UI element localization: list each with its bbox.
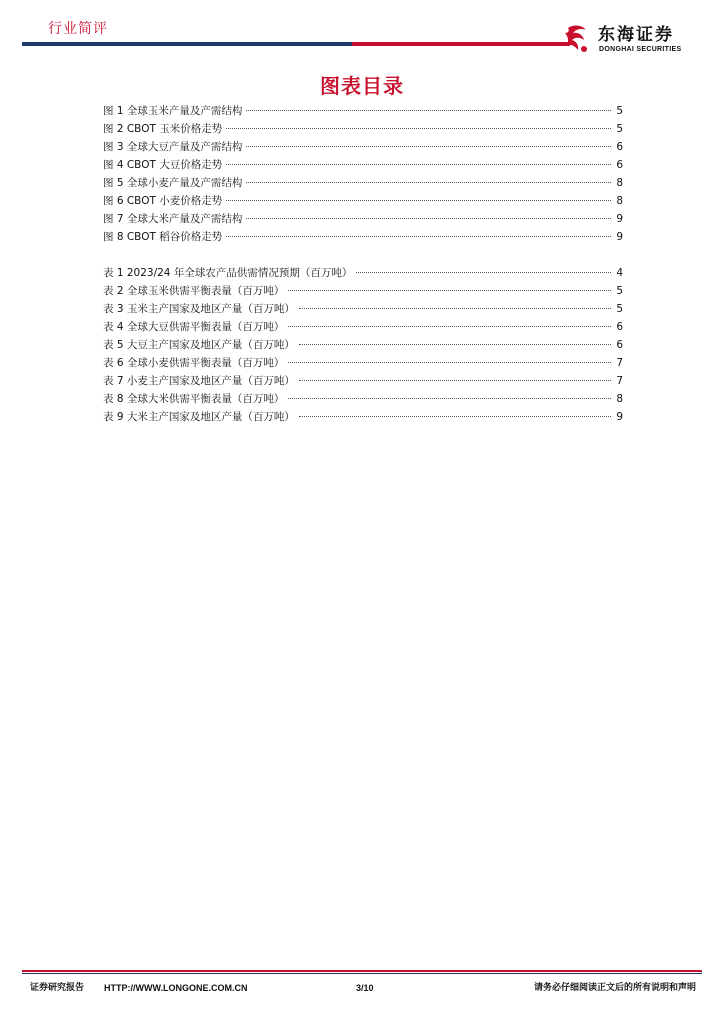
dragon-emblem-icon (560, 22, 594, 56)
toc-entry-figure-6[interactable] (103, 192, 623, 210)
dot-leader (299, 344, 611, 345)
dot-leader (288, 398, 611, 399)
toc-entry-page: 6 (616, 159, 623, 171)
toc-entry-table-5[interactable] (103, 336, 623, 354)
dot-leader (299, 416, 611, 417)
table-list (103, 264, 623, 426)
footer-disclaimer: 请务必仔细阅读正文后的所有说明和声明 (533, 983, 696, 993)
logo-english-name: DONGHAI SECURITIES (599, 46, 682, 53)
toc-entry-label: 图 7 全球大米产量及产需结构 (103, 213, 243, 225)
dot-leader (288, 362, 611, 363)
toc-entry-table-8[interactable] (103, 390, 623, 408)
header-rule-navy (22, 42, 352, 46)
header-rule-red (352, 42, 570, 46)
toc-title: 图表目录 (320, 74, 404, 98)
toc-entry-label: 图 8 CBOT 稻谷价格走势 (103, 231, 223, 243)
toc-entry-table-9[interactable] (103, 408, 623, 426)
toc-entry-label: 表 1 2023/24 年全球农产品供需情况预期（百万吨） (103, 267, 353, 279)
toc-entry-label: 表 4 全球大豆供需平衡表量（百万吨） (103, 321, 285, 333)
dot-leader (288, 326, 611, 327)
toc-entry-page: 7 (616, 375, 623, 387)
toc-entry-page: 6 (616, 141, 623, 153)
toc-entry-table-7[interactable] (103, 372, 623, 390)
toc-entry-page: 6 (616, 339, 623, 351)
toc-entry-page: 5 (616, 285, 623, 297)
logo-chinese-name: 东海证券 (598, 25, 674, 45)
footer-website-link[interactable]: HTTP://WWW.LONGONE.COM.CN (104, 983, 248, 993)
toc-entry-figure-7[interactable] (103, 210, 623, 228)
toc-entry-figure-5[interactable] (103, 174, 623, 192)
toc-entry-page: 8 (616, 393, 623, 405)
toc-entry-figure-8[interactable] (103, 228, 623, 246)
toc-entry-label: 图 6 CBOT 小麦价格走势 (103, 195, 223, 207)
footer-report-type: 证券研究报告 (30, 983, 85, 993)
toc-entry-figure-2[interactable] (103, 120, 623, 138)
dot-leader (356, 272, 611, 273)
dot-leader (226, 200, 611, 201)
toc-entry-table-1[interactable] (103, 264, 623, 282)
toc-entry-table-4[interactable] (103, 318, 623, 336)
toc-entry-page: 6 (616, 321, 623, 333)
dot-leader (246, 110, 611, 111)
toc-entry-label: 图 5 全球小麦产量及产需结构 (103, 177, 243, 189)
toc-entry-label: 图 1 全球玉米产量及产需结构 (103, 105, 243, 117)
footer-rule-red (22, 970, 702, 972)
toc-entry-page: 9 (616, 411, 623, 423)
toc-entry-label: 表 7 小麦主产国家及地区产量（百万吨） (103, 375, 295, 387)
toc-entry-label: 表 5 大豆主产国家及地区产量（百万吨） (103, 339, 295, 351)
toc-entry-page: 8 (616, 195, 623, 207)
dot-leader (299, 380, 611, 381)
toc-entry-table-6[interactable] (103, 354, 623, 372)
dot-leader (226, 164, 611, 165)
toc-entry-page: 4 (616, 267, 623, 279)
figure-list (103, 102, 623, 246)
dot-leader (226, 236, 611, 237)
toc-entry-label: 图 2 CBOT 玉米价格走势 (103, 123, 223, 135)
toc-entry-label: 表 6 全球小麦供需平衡表量（百万吨） (103, 357, 285, 369)
toc-entry-figure-4[interactable] (103, 156, 623, 174)
donghai-securities-logo (558, 22, 708, 56)
toc-entry-label: 图 4 CBOT 大豆价格走势 (103, 159, 223, 171)
report-type-tag: 行业简评 (48, 21, 108, 37)
toc-entry-table-3[interactable] (103, 300, 623, 318)
toc-entry-label: 表 8 全球大米供需平衡表量（百万吨） (103, 393, 285, 405)
dot-leader (226, 128, 611, 129)
dot-leader (299, 308, 611, 309)
toc-entry-table-2[interactable] (103, 282, 623, 300)
toc-entry-page: 5 (616, 303, 623, 315)
dot-leader (246, 218, 611, 219)
toc-entry-page: 9 (616, 231, 623, 243)
dot-leader (246, 146, 611, 147)
footer-rule-navy (22, 973, 702, 974)
dot-leader (288, 290, 611, 291)
toc-entry-label: 图 3 全球大豆产量及产需结构 (103, 141, 243, 153)
toc-entry-label: 表 9 大米主产国家及地区产量（百万吨） (103, 411, 295, 423)
toc-entry-page: 5 (616, 105, 623, 117)
toc-entry-figure-3[interactable] (103, 138, 623, 156)
toc-entry-page: 7 (616, 357, 623, 369)
toc-entry-label: 表 2 全球玉米供需平衡表量（百万吨） (103, 285, 285, 297)
footer-page-number: 3/10 (356, 983, 374, 993)
toc-entry-figure-1[interactable] (103, 102, 623, 120)
toc-entry-label: 表 3 玉米主产国家及地区产量（百万吨） (103, 303, 295, 315)
toc-entry-page: 8 (616, 177, 623, 189)
dot-leader (246, 182, 611, 183)
toc-entry-page: 5 (616, 123, 623, 135)
toc-entry-page: 9 (616, 213, 623, 225)
